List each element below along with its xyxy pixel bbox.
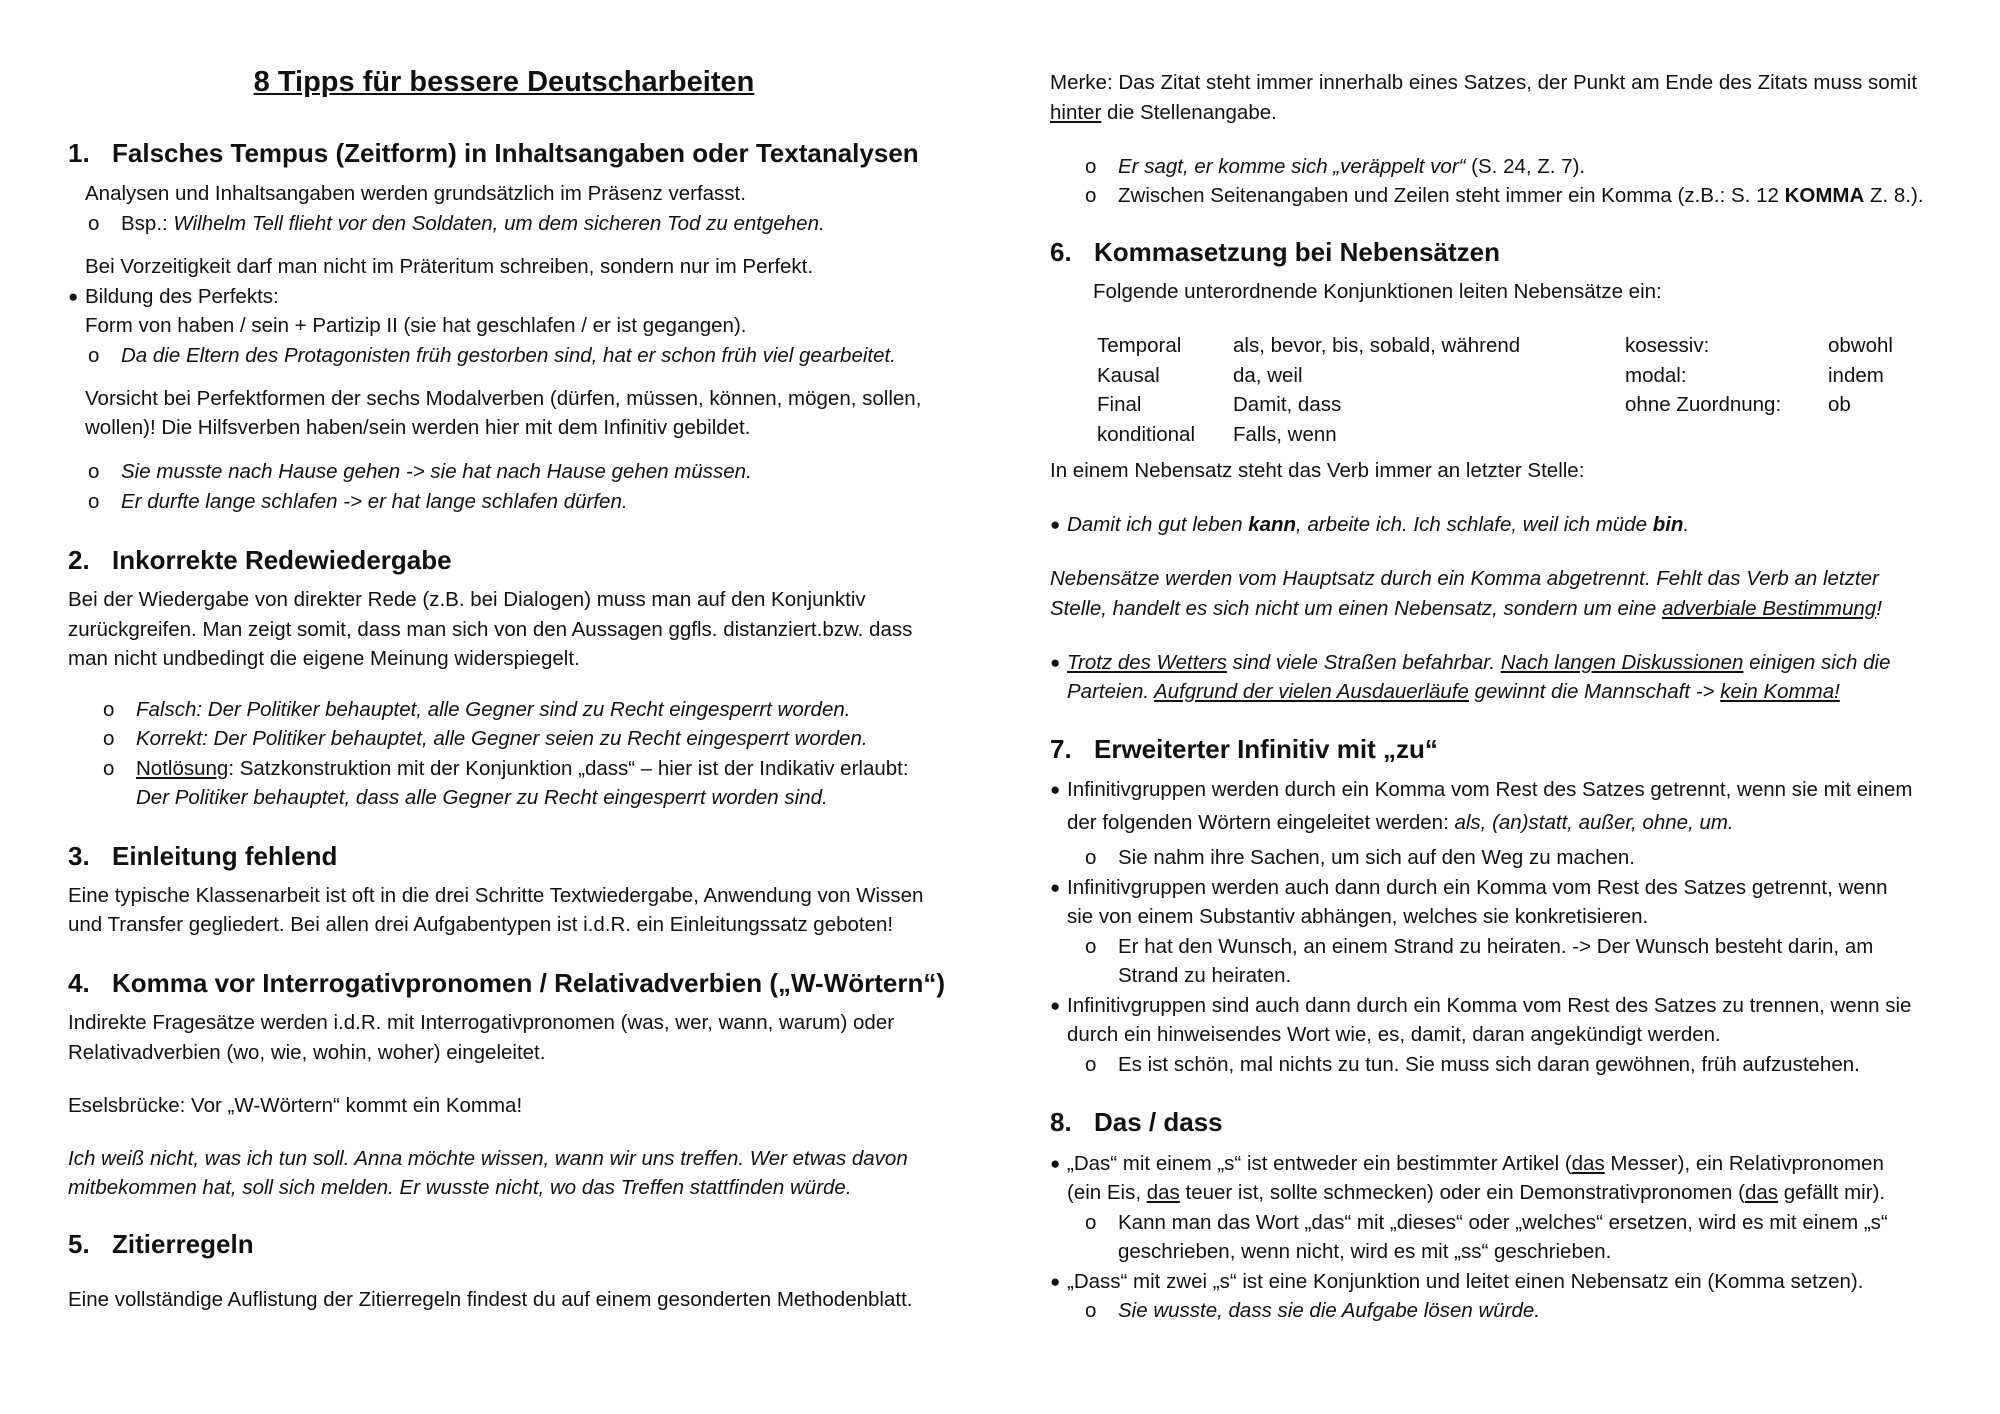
- underlined-text: Notlösung: [136, 757, 229, 780]
- section-title: Kommasetzung bei Nebensätzen: [1094, 237, 1500, 267]
- table-cell: modal:: [1625, 364, 1687, 387]
- text: .: [1683, 513, 1690, 536]
- text: Bsp.:: [121, 212, 174, 235]
- underlined-text: adverbiale Bestimmung: [1661, 597, 1877, 620]
- text-line: [1067, 1178, 1885, 1208]
- underlined-text: Aufgrund der vielen Ausdauerläufe: [1154, 680, 1469, 703]
- list-item: [1085, 1050, 1860, 1080]
- bullet-item: [1050, 991, 1911, 1021]
- section-8-heading: [1050, 1108, 1223, 1138]
- bold-text: bin: [1652, 513, 1684, 536]
- text-line: Eselsbrücke: Vor „W-Wörtern“ kommt ein Komma!: [68, 1094, 523, 1117]
- section-7-heading: [1050, 735, 1438, 765]
- bullet-item: [1050, 1149, 1884, 1179]
- table-cell: Kausal: [1097, 364, 1160, 387]
- text: Zwischen Seitenangaben und Zeilen steht immer ein Komma (z.B.: S. 12: [1118, 184, 1785, 207]
- table-cell: Damit, dass: [1233, 393, 1342, 416]
- table-cell: Final: [1097, 393, 1142, 416]
- text-line: [1067, 677, 1840, 707]
- text-line: geschrieben, wenn nicht, wird es mit „ss“ geschrieben.: [1118, 1240, 1612, 1263]
- example-text: Sie wusste, dass sie die Aufgabe lösen würde.: [1118, 1299, 1541, 1322]
- text-line: [136, 783, 828, 813]
- paragraph: Analysen und Inhaltsangaben werden grundsätzlich im Präsenz verfasst.: [85, 182, 746, 205]
- text: Es ist schön, mal nichts zu tun. Sie muss sich daran gewöhnen, früh aufzustehen.: [1118, 1053, 1860, 1076]
- example-text: Sie musste nach Hause gehen -> sie hat nach Hause gehen müssen.: [121, 460, 752, 483]
- note-line: [1050, 594, 1882, 624]
- paragraph: Bei Vorzeitigkeit darf man nicht im Präteritum schreiben, sondern nur im Perfekt.: [85, 255, 814, 278]
- section-5-heading: [68, 1230, 254, 1260]
- list-marker: o: [1085, 1211, 1097, 1234]
- bold-text: kann: [1248, 513, 1297, 536]
- list-item: [103, 724, 868, 754]
- text: Sie nahm ihre Sachen, um sich auf den Weg zu machen.: [1118, 846, 1635, 869]
- text: Infinitivgruppen sind auch dann durch ein Komma vom Rest des Satzes zu trennen, wenn sie: [1067, 994, 1912, 1017]
- bullet-marker: ●: [68, 287, 79, 306]
- list-item: [1085, 843, 1635, 873]
- text-line: durch ein hinweisendes Wort wie, es, damit, daran angekündigt werden.: [1067, 1023, 1721, 1046]
- text: die Stellenangabe.: [1101, 101, 1277, 124]
- underlined-text: das: [1744, 1181, 1779, 1204]
- text: Bildung des Perfekts:: [85, 285, 279, 308]
- table-cell: konditional: [1097, 423, 1196, 446]
- section-number: 1.: [68, 138, 90, 168]
- bullet-item: [1050, 648, 1890, 678]
- example-line: Ich weiß nicht, was ich tun soll. Anna möchte wissen, wann wir uns treffen. Wer etwas davon: [68, 1147, 908, 1170]
- paragraph: Eine vollständige Auflistung der Zitierregeln findest du auf einem gesonderten Methodenblatt.: [68, 1288, 913, 1311]
- text: Infinitivgruppen werden auch dann durch ein Komma vom Rest des Satzes getrennt, wenn: [1067, 876, 1888, 899]
- list-item: [1085, 152, 1585, 182]
- text-line: Indirekte Fragesätze werden i.d.R. mit Interrogativpronomen (was, wer, wann, warum) oder: [68, 1011, 895, 1034]
- underlined-text: Nach langen Diskussionen: [1500, 651, 1744, 674]
- text: sind viele Straßen befahrbar.: [1226, 651, 1501, 674]
- text: Parteien.: [1067, 680, 1154, 703]
- bullet-marker: ●: [1050, 996, 1061, 1015]
- table-cell: Temporal: [1097, 334, 1182, 357]
- table-cell: ohne Zuordnung:: [1625, 393, 1782, 416]
- list-item: [88, 341, 896, 371]
- bullet-item: [1050, 510, 1689, 540]
- example-text: als, (an)statt, außer, ohne, um.: [1454, 811, 1734, 834]
- list-marker: o: [103, 727, 115, 750]
- bullet-marker: ●: [1050, 1154, 1061, 1173]
- section-title: Erweiterter Infinitiv mit „zu“: [1094, 734, 1438, 764]
- text: (S. 24, Z. 7).: [1465, 155, 1586, 178]
- paragraph: In einem Nebensatz steht das Verb immer an letzter Stelle:: [1050, 459, 1585, 482]
- table-cell: als, bevor, bis, sobald, während: [1233, 334, 1521, 357]
- example-text: Der Politiker behauptet, dass alle Gegner zu Recht eingesperrt worden sind.: [136, 786, 828, 809]
- list-marker: o: [1085, 935, 1097, 958]
- bullet-marker: ●: [1050, 653, 1061, 672]
- list-marker: o: [1085, 155, 1097, 178]
- section-number: 3.: [68, 841, 90, 871]
- text: : Satzkonstruktion mit der Konjunktion „dass“ – hier ist der Indikativ erlaubt:: [228, 757, 909, 780]
- bullet-marker: ●: [1050, 515, 1061, 534]
- text: gewinnt die Mannschaft ->: [1468, 680, 1721, 703]
- bullet-item: [1050, 775, 1912, 805]
- table-cell: kosessiv:: [1625, 334, 1710, 357]
- underlined-text: das: [1571, 1152, 1605, 1175]
- underlined-text: kein Komma!: [1720, 680, 1840, 703]
- text: „Das“ mit einem „s“ ist entweder ein bestimmter Artikel (: [1067, 1152, 1572, 1175]
- text: Kann man das Wort „das“ mit „dieses“ oder „welches“ ersetzen, wird es mit einem „s“: [1118, 1211, 1888, 1234]
- list-marker: o: [103, 698, 115, 721]
- section-number: 4.: [68, 968, 90, 998]
- text-line: [1067, 808, 1734, 838]
- note-line: Nebensätze werden vom Hauptsatz durch ein Komma abgetrennt. Fehlt das Verb an letzter: [1050, 567, 1879, 590]
- page-title: 8 Tipps für bessere Deutscharbeiten: [253, 66, 755, 98]
- text-line: [1050, 98, 1277, 128]
- text: , arbeite ich. Ich schlafe, weil ich müde: [1296, 513, 1653, 536]
- text-line: Strand zu heiraten.: [1118, 964, 1292, 987]
- text: Stelle, handelt es sich nicht um einen Nebensatz, sondern um eine: [1050, 597, 1662, 620]
- section-title: Falsches Tempus (Zeitform) in Inhaltsangaben oder Textanalysen: [112, 138, 919, 168]
- text: gefällt mir).: [1778, 1181, 1886, 1204]
- underlined-text: Trotz des Wetters: [1067, 651, 1227, 674]
- section-number: 6.: [1050, 237, 1072, 267]
- bullet-item: [1050, 1267, 1863, 1297]
- section-title: Einleitung fehlend: [112, 841, 338, 871]
- example-text: Korrekt: Der Politiker behauptet, alle Gegner seien zu Recht eingesperrt worden.: [136, 727, 868, 750]
- underlined-text: das: [1146, 1181, 1180, 1204]
- text-line: Bei der Wiedergabe von direkter Rede (z.B. bei Dialogen) muss man auf den Konjunktiv: [68, 588, 866, 611]
- text: !: [1876, 597, 1882, 620]
- text-line: Relativadverbien (wo, wie, wohin, woher) eingeleitet.: [68, 1041, 546, 1064]
- section-1-heading: [68, 139, 919, 169]
- section-title: Zitierregeln: [112, 1229, 254, 1259]
- text: Er hat den Wunsch, an einem Strand zu heiraten. -> Der Wunsch besteht darin, am: [1118, 935, 1874, 958]
- list-item: [88, 209, 825, 239]
- list-marker: o: [1085, 1299, 1097, 1322]
- list-marker: o: [88, 490, 100, 513]
- list-item: [1085, 932, 1873, 962]
- text-line: und Transfer gegliedert. Bei allen drei Aufgabentypen ist i.d.R. ein Einleitungssatz geboten!: [68, 913, 894, 936]
- text: der folgenden Wörtern eingeleitet werden:: [1067, 811, 1455, 834]
- text-line: zurückgreifen. Man zeigt somit, dass man sich von den Aussagen ggfls. distanziert.bzw. dass: [68, 618, 913, 641]
- underlined-text: hinter: [1050, 101, 1102, 124]
- list-item: [1085, 1208, 1888, 1238]
- table-cell: da, weil: [1233, 364, 1303, 387]
- list-marker: o: [88, 344, 100, 367]
- table-cell: obwohl: [1828, 334, 1893, 357]
- section-6-heading: [1050, 238, 1500, 268]
- section-title: Inkorrekte Redewiedergabe: [112, 545, 452, 575]
- section-2-heading: [68, 546, 452, 576]
- text-line: Merke: Das Zitat steht immer innerhalb eines Satzes, der Punkt am Ende des Zitats muss somit: [1050, 71, 1918, 94]
- table-cell: indem: [1828, 364, 1884, 387]
- list-marker: o: [88, 460, 100, 483]
- example-text: Er sagt, er komme sich „veräppelt vor“: [1118, 155, 1466, 178]
- list-item: [103, 754, 909, 784]
- section-number: 5.: [68, 1229, 90, 1259]
- list-item: [88, 487, 628, 517]
- bullet-marker: ●: [1050, 878, 1061, 897]
- text-line: Eine typische Klassenarbeit ist oft in die drei Schritte Textwiedergabe, Anwendung von Wissen: [68, 884, 924, 907]
- bullet-marker: ●: [1050, 1272, 1061, 1291]
- list-marker: o: [1085, 184, 1097, 207]
- text: (ein Eis,: [1067, 1181, 1147, 1204]
- bold-text: KOMMA: [1784, 184, 1865, 207]
- text-line: wollen)! Die Hilfsverben haben/sein werden hier mit dem Infinitiv gebildet.: [85, 416, 751, 439]
- section-title: Das / dass: [1094, 1107, 1223, 1137]
- bullet-marker: ●: [1050, 780, 1061, 799]
- text: Messer), ein Relativpronomen: [1604, 1152, 1884, 1175]
- example-text: [1067, 513, 1689, 536]
- table-cell: ob: [1828, 393, 1851, 416]
- bullet-item: [1050, 873, 1887, 903]
- table-cell: Falls, wenn: [1233, 423, 1337, 446]
- text-line: Vorsicht bei Perfektformen der sechs Modalverben (dürfen, müssen, können, mögen, sollen,: [85, 387, 922, 410]
- section-3-heading: [68, 842, 337, 872]
- text-line: man nicht undbedingt die eigene Meinung widerspiegelt.: [68, 647, 580, 670]
- example-text: Wilhelm Tell flieht vor den Soldaten, um dem sicheren Tod zu entgehen.: [173, 212, 825, 235]
- example-line: mitbekommen hat, soll sich melden. Er wusste nicht, wo das Treffen stattfinden würde.: [68, 1176, 852, 1199]
- list-marker: o: [103, 757, 115, 780]
- text: Z. 8.).: [1864, 184, 1924, 207]
- text: einigen sich die: [1743, 651, 1891, 674]
- text-line: sie von einem Substantiv abhängen, welches sie konkretisieren.: [1067, 905, 1649, 928]
- example-text: Er durfte lange schlafen -> er hat lange schlafen dürfen.: [121, 490, 628, 513]
- text: Damit ich gut leben: [1067, 513, 1249, 536]
- example-text: Falsch: Der Politiker behauptet, alle Gegner sind zu Recht eingesperrt worden.: [136, 698, 851, 721]
- list-marker: o: [88, 212, 100, 235]
- text-line: Form von haben / sein + Partizip II (sie hat geschlafen / er ist gegangen).: [85, 314, 747, 337]
- section-number: 8.: [1050, 1107, 1072, 1137]
- text: teuer ist, sollte schmecken) oder ein Demonstrativpronomen (: [1179, 1181, 1745, 1204]
- text: „Dass“ mit zwei „s“ ist eine Konjunktion und leitet einen Nebensatz ein (Komma setzen).: [1067, 1270, 1864, 1293]
- bullet-item: [68, 282, 279, 312]
- paragraph: Folgende unterordnende Konjunktionen leiten Nebensätze ein:: [1093, 280, 1662, 303]
- section-number: 2.: [68, 545, 90, 575]
- list-item: [88, 457, 752, 487]
- section-4-heading: [68, 969, 945, 999]
- list-item: [1085, 181, 1924, 211]
- section-number: 7.: [1050, 734, 1072, 764]
- text: Infinitivgruppen werden durch ein Komma vom Rest des Satzes getrennt, wenn sie mit einem: [1067, 778, 1913, 801]
- example-text: Da die Eltern des Protagonisten früh gestorben sind, hat er schon früh viel gearbeitet.: [121, 344, 896, 367]
- section-title: Komma vor Interrogativpronomen / Relativadverbien („W-Wörtern“): [112, 968, 946, 998]
- list-item: [103, 695, 850, 725]
- list-marker: o: [1085, 846, 1097, 869]
- list-item: [1085, 1296, 1540, 1326]
- list-marker: o: [1085, 1053, 1097, 1076]
